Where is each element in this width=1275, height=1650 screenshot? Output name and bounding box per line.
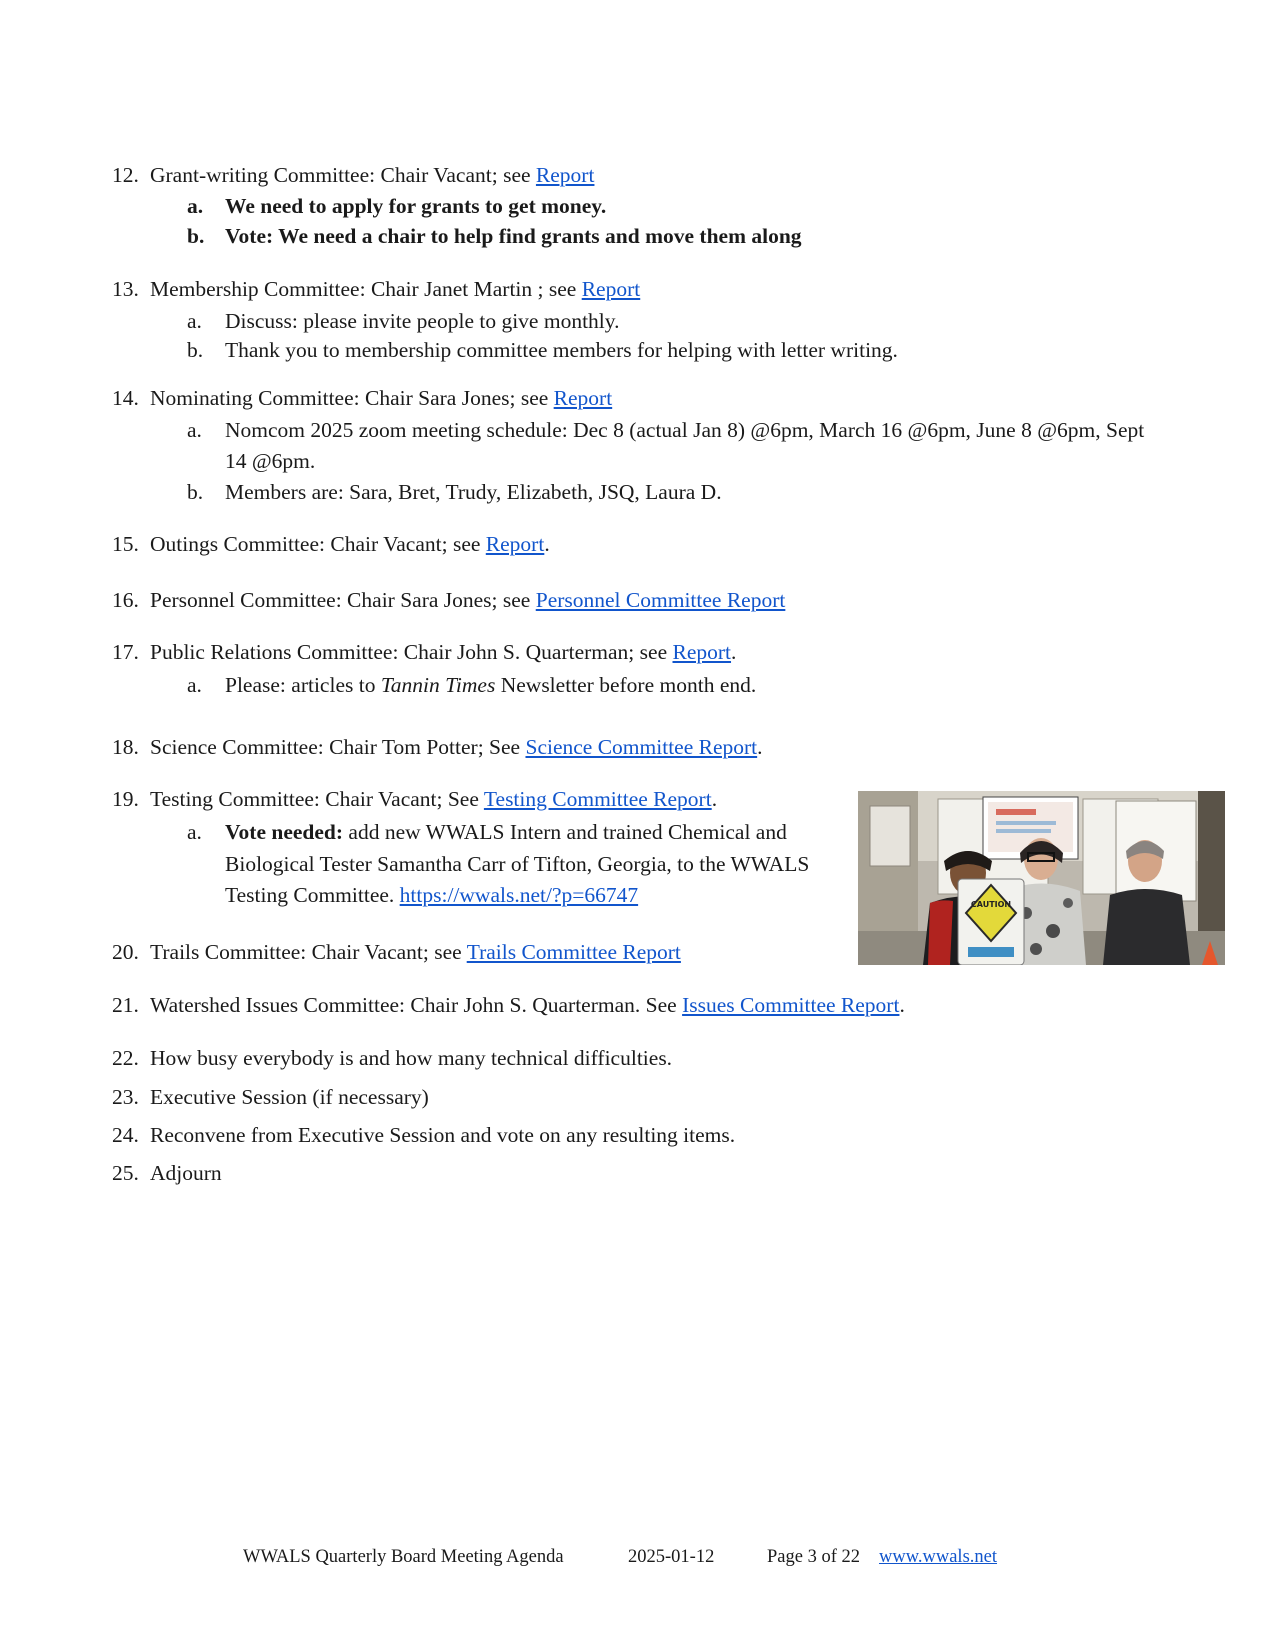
testing-committee-photo bbox=[858, 791, 1225, 965]
issues-report-link[interactable]: Issues Committee Report bbox=[682, 993, 900, 1017]
personnel-report-link[interactable]: Personnel Committee Report bbox=[535, 588, 786, 612]
trails-report-link[interactable]: Trails Committee Report bbox=[466, 940, 681, 964]
sub-item-text: Discuss: please invite people to give monthly. bbox=[225, 309, 620, 333]
item-text: Outings Committee: Chair Vacant; see bbox=[150, 532, 486, 556]
sign-caution-text: CAUTION bbox=[970, 900, 1012, 909]
item-text: Trails Committee: Chair Vacant; see bbox=[150, 940, 467, 964]
sub-item-text: Vote needed: add new WWALS Intern and trained Chemical and bbox=[225, 820, 787, 844]
item-text: Watershed Issues Committee: Chair John S. Quarterman. See bbox=[150, 993, 683, 1017]
item-number: 19. bbox=[112, 787, 139, 811]
footer-title: WWALS Quarterly Board Meeting Agenda bbox=[243, 1547, 564, 1567]
item-text: Science Committee: Chair Tom Potter; See bbox=[150, 735, 526, 759]
item-number: 13. bbox=[112, 277, 139, 301]
item-number: 15. bbox=[112, 532, 139, 556]
item-number: 22. bbox=[112, 1046, 139, 1070]
item-number: 17. bbox=[112, 640, 139, 664]
item-text: Membership Committee: Chair Janet Martin ; see bbox=[150, 277, 582, 301]
membership-report-link[interactable]: Report bbox=[581, 277, 641, 301]
item-text: Public Relations Committee: Chair John S. Quarterman; see bbox=[150, 640, 673, 664]
sub-item-text: Vote: We need a chair to help find grants and move them along bbox=[225, 224, 802, 248]
item-text: Personnel Committee: Chair Sara Jones; see bbox=[150, 588, 536, 612]
sub-item-text: Testing Committee. https://wwals.net/?p=66747 bbox=[225, 883, 639, 907]
sub-item-text: Biological Tester Samantha Carr of Tifton, Georgia, to the WWALS bbox=[225, 852, 810, 876]
item-text: Reconvene from Executive Session and vote on any resulting items. bbox=[150, 1123, 736, 1147]
grant-writing-report-link[interactable]: Report bbox=[535, 163, 595, 187]
item-number: 21. bbox=[112, 993, 139, 1017]
sub-item-text: 14 @6pm. bbox=[225, 449, 316, 473]
item-number: 23. bbox=[112, 1085, 139, 1109]
item-number: 18. bbox=[112, 735, 139, 759]
testing-report-link[interactable]: Testing Committee Report bbox=[483, 787, 712, 811]
document-page: 12. Grant-writing Committee: Chair Vacant; see Report a. We need to apply for grants to get money. b. Vote: We need a chair to help find grants and move them along 13. Membership Committee: Chair Janet Martin ; see Report a. Discuss: please invite people to give monthly. b. Thank you to membership committee members for helping with letter writing. 14. Nominating Committee: Chair Sara Jones; see Report a. Nomcom 2025 zoom meeting schedule: Dec 8 (actual Jan 8) @6pm, March 16 @6pm, June 8 @6pm, Sept 14 @6pm. b. Members are: Sara, Bret, Trudy, Elizabeth, JSQ, Laura D. 15. Outings Committee: Chair Vacant; see Report. 16. Personnel Committee: Chair Sara Jones; see Personnel Committee Report 17. Public Relations Committee: Chair John S. Quarterman; see Report. a. Please: articles to Tannin Times Newsletter before month end. 18. Science Committee: Chair Tom Potter; See Science Committee Report. 19. Testing Committee: Chair Vacant; See Testing Committee Report. a. Vote needed: add new WWALS Intern and trained Chemical and Biological Tester Samantha Carr of Tifton, Georgia, to the WWALS Testing Committee. https://wwals.net/?p=66747 CAUTION 20. Trails Committee: Chair Vacant; see Trails Committee Report 21. Watershed Issues Committee: Chair John S. Quarterman. See Issues Committee Report. 22. How busy everybody is and how many technical difficulties. 23. Executive Session (if necessary) 24. Reconvene from Executive Session and vote on any resulting items. 25. Adjourn WWALS Quarterly Board Meeting Agenda 2025-01-12 Page 3 of 22 www.wwals.net bbox=[0, 0, 1275, 1650]
intern-post-link[interactable]: https://wwals.net/?p=66747 bbox=[399, 883, 639, 907]
item-text: Executive Session (if necessary) bbox=[150, 1085, 429, 1109]
sub-item-text: We need to apply for grants to get money. bbox=[225, 194, 607, 218]
item-number: 24. bbox=[112, 1123, 139, 1147]
sub-item-text: Thank you to membership committee members for helping with letter writing. bbox=[225, 338, 898, 362]
item-text: How busy everybody is and how many technical difficulties. bbox=[150, 1046, 673, 1070]
item-number: 14. bbox=[112, 386, 139, 410]
footer-website-link[interactable]: www.wwals.net bbox=[879, 1547, 998, 1567]
science-report-link[interactable]: Science Committee Report bbox=[525, 735, 758, 759]
item-number: 12. bbox=[112, 163, 139, 187]
item-text: Adjourn bbox=[150, 1161, 222, 1185]
item-number: 16. bbox=[112, 588, 139, 612]
item-number: 20. bbox=[112, 940, 139, 964]
outings-report-link[interactable]: Report bbox=[485, 532, 545, 556]
item-text: Testing Committee: Chair Vacant; See bbox=[150, 787, 484, 811]
item-text: Grant-writing Committee: Chair Vacant; see bbox=[150, 163, 536, 187]
footer-page-number: Page 3 of 22 bbox=[767, 1547, 860, 1567]
public-relations-report-link[interactable]: Report bbox=[672, 640, 732, 664]
sub-item-text: Members are: Sara, Bret, Trudy, Elizabeth, JSQ, Laura D. bbox=[225, 480, 722, 504]
item-text: Nominating Committee: Chair Sara Jones; see bbox=[150, 386, 554, 410]
sub-item-text: Nomcom 2025 zoom meeting schedule: Dec 8 (actual Jan 8) @6pm, March 16 @6pm, June 8 @6pm, Sept bbox=[225, 418, 1145, 442]
photo-illustration bbox=[858, 791, 1225, 965]
nominating-report-link[interactable]: Report bbox=[553, 386, 613, 410]
footer-date: 2025-01-12 bbox=[628, 1547, 715, 1567]
newsletter-title: Tannin Times bbox=[380, 673, 496, 697]
item-number: 25. bbox=[112, 1161, 139, 1185]
sub-item-text: Please: articles to Tannin Times Newsletter before month end. bbox=[225, 673, 757, 697]
